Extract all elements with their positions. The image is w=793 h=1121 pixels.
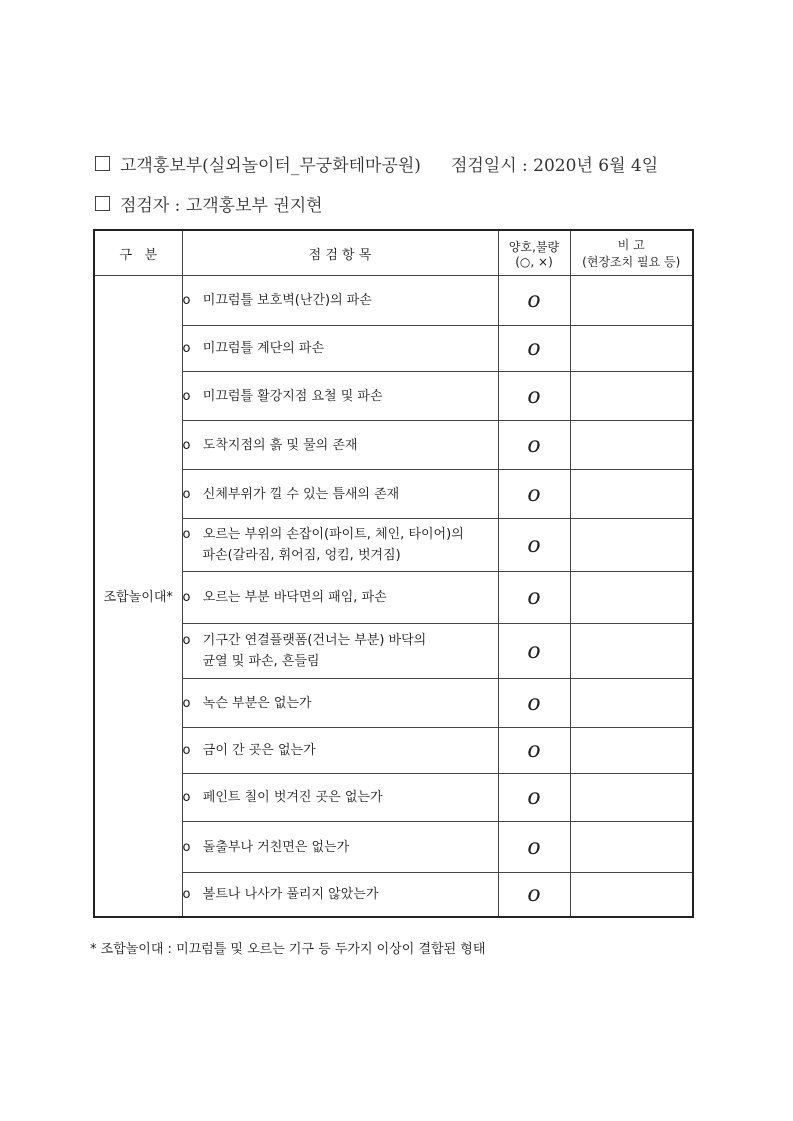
checkbox-icon [95,156,110,171]
result-mark: o [498,326,570,372]
result-mark: o [498,519,570,572]
bullet-icon: o [182,790,191,805]
table-header-row [94,230,693,276]
item-text: 녹슨 부분은 없는가 [202,695,312,711]
item-text: 도착지점의 흙 및 물의 존재 [202,437,358,453]
item-cell [182,679,498,728]
result-mark: o [498,774,570,822]
item-cell [182,572,498,624]
result-mark: o [498,572,570,624]
result-mark: o [498,822,570,873]
bullet-icon: o [182,486,191,502]
header-category: 구 분 [94,230,182,276]
item-text: 페인트 칠이 벗겨진 곳은 없는가 [202,790,383,805]
note-cell [570,470,693,519]
item-text-continued: 파손(갈라짐, 휘어짐, 엉킴, 벗겨짐) [202,548,401,563]
bullet-icon: o [182,839,191,855]
item-text: 금이 간 곳은 없는가 [202,743,316,758]
bullet-icon: o [182,527,191,542]
header-note [570,230,693,276]
table-row [94,372,693,421]
table-row [94,572,693,624]
item-text: 미끄럼틀 활강지점 요철 및 파손 [202,388,383,404]
item-text: 미끄럼틀 보호벽(난간)의 파손 [202,293,372,308]
item-cell [182,276,498,326]
bullet-icon: o [182,695,191,711]
table-row [94,326,693,372]
item-cell [182,774,498,822]
note-cell [570,519,693,572]
note-cell [570,679,693,728]
header-note-label: 비 고 [617,238,645,252]
item-text: 신체부위가 낄 수 있는 틈새의 존재 [202,486,400,502]
result-mark: o [498,470,570,519]
header-line-inspector [95,191,323,216]
table-row [94,774,693,822]
item-text-continued: 균열 및 파손, 흔들림 [202,654,320,669]
item-cell [182,470,498,519]
item-text: 오르는 부위의 손잡이(파이트, 체인, 타이어)의 [202,527,464,542]
item-cell [182,873,498,917]
item-cell [182,822,498,873]
item-cell [182,624,498,679]
table-row [94,624,693,679]
result-mark: o [498,372,570,421]
note-cell [570,572,693,624]
note-cell [570,276,693,326]
header-result-label: 양호,불량 [508,239,560,254]
item-cell [182,421,498,470]
bullet-icon: o [182,886,191,902]
header-result [498,230,570,276]
item-text: 돌출부나 거친면은 없는가 [202,839,350,855]
table-row [94,679,693,728]
note-cell [570,728,693,774]
bullet-icon: o [182,293,191,308]
table-row [94,873,693,917]
table-row [94,470,693,519]
inspection-table [93,229,694,918]
item-cell [182,372,498,421]
item-text: 미끄럼틀 계단의 파손 [202,341,325,356]
category-cell: 조합놀이대* [94,276,182,917]
checkbox-icon [95,196,110,211]
note-cell [570,326,693,372]
bullet-icon: o [182,743,191,758]
inspection-date: 점검일시 : 2020년 6월 4일 [450,156,659,176]
table-row [94,822,693,873]
result-mark: o [498,728,570,774]
note-cell [570,624,693,679]
bullet-icon: o [182,437,191,453]
header-line-department [95,151,658,176]
header-note-detail: (현장조치 필요 등) [582,255,681,269]
table-row [94,728,693,774]
bullet-icon: o [182,341,191,356]
header-item: 점 검 항 목 [182,230,498,276]
item-cell [182,519,498,572]
table-row [94,276,693,326]
note-cell [570,774,693,822]
result-mark: o [498,873,570,917]
bullet-icon: o [182,633,191,648]
item-text: 기구간 연결플랫폼(건너는 부분) 바닥의 [202,633,427,648]
inspector-text: 점검자 : 고객홍보부 권지현 [120,196,323,216]
item-cell [182,326,498,372]
result-mark: o [498,624,570,679]
bullet-icon: o [182,590,191,605]
table-row [94,519,693,572]
header-result-legend: (○, ×) [515,254,553,269]
note-cell [570,822,693,873]
item-cell [182,728,498,774]
bullet-icon: o [182,388,191,404]
result-mark: o [498,679,570,728]
note-cell [570,372,693,421]
item-text: 오르는 부분 바닥면의 패임, 파손 [202,590,387,605]
table-row [94,421,693,470]
result-mark: o [498,421,570,470]
note-cell [570,421,693,470]
footnote: * 조합놀이대 : 미끄럼틀 및 오르는 기구 등 두가지 이상이 결합된 형태 [90,942,486,957]
result-mark: o [498,276,570,326]
note-cell [570,873,693,917]
item-text: 볼트나 나사가 풀리지 않았는가 [202,886,379,902]
department-text: 고객홍보부(실외놀이터_무궁화테마공원) [120,156,421,176]
